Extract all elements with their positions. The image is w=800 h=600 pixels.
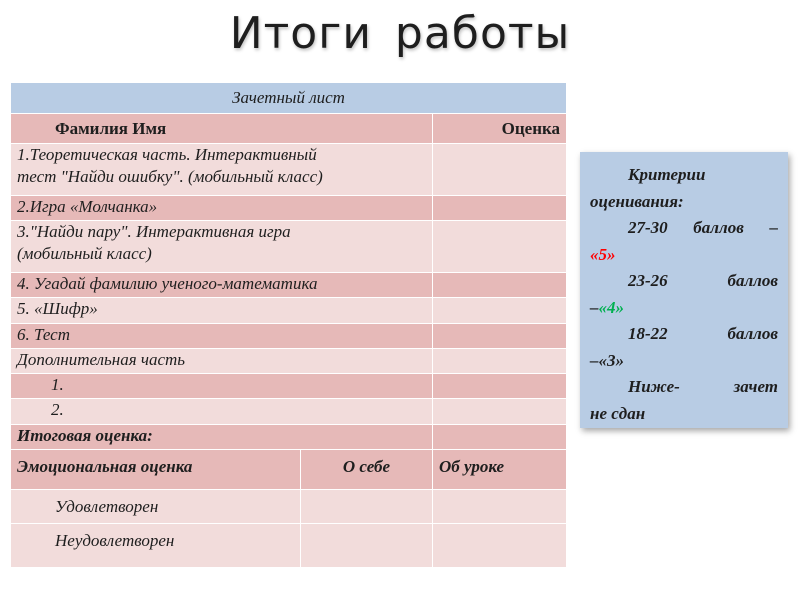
criteria-grade-4 [590,295,778,322]
column-header-grade: Оценка [433,114,567,144]
criteria-range-3: 18-22 баллов [628,324,778,343]
grade-cell[interactable] [433,196,567,221]
table-row [11,399,567,425]
satisfied-self-cell[interactable] [301,490,433,524]
table-row [11,196,567,221]
task-text: тест "Найди ошибку". (мобильный класс) [17,167,323,186]
emotion-row [11,524,567,568]
task-text: 3."Найди пару". Интерактивная игра [17,222,291,241]
table-row [11,374,567,399]
grade-3-label: «3» [598,350,624,370]
grade-cell[interactable] [433,324,567,349]
task-cell: 5. «Шифр» [11,298,433,324]
satisfied-label: Удовлетворен [11,490,301,524]
dash: – [590,297,599,317]
criteria-fail-1: Ниже- зачет [628,377,778,396]
task-cell [11,144,433,196]
table-row [11,144,567,196]
table-row [11,349,567,374]
task-text: (мобильный класс) [17,244,152,263]
total-row [11,425,567,450]
table-row [11,221,567,273]
criteria-heading-2: оценивания: [590,191,684,211]
grade-cell[interactable] [433,349,567,374]
grade-cell[interactable] [433,221,567,273]
unsatisfied-self-cell[interactable] [301,524,433,568]
table-header-row [11,114,567,144]
criteria-grade-3 [590,348,778,375]
task-cell: 2.Игра «Молчанка» [11,196,433,221]
criteria-box [580,152,788,428]
table-row [11,324,567,349]
emotion-label: Эмоциональная оценка [11,450,301,490]
emotion-row [11,490,567,524]
grade-cell[interactable] [433,374,567,399]
grade-4-label: «4» [598,297,624,317]
grade-5-label: «5» [590,244,616,264]
task-text: 1.Теоретическая часть. Интерактивный [17,145,317,164]
about-self-header: О себе [301,450,433,490]
total-label: Итоговая оценка: [11,425,433,450]
task-cell: 1. [11,374,433,399]
criteria-fail-2: не сдан [590,403,646,423]
page-title: Итоги работы [229,8,571,59]
criteria-grade-5 [590,242,778,269]
task-cell: Дополнительная часть [11,349,433,374]
criteria-range-5: 27-30 баллов – [628,218,778,237]
emotion-header-row [11,450,567,490]
about-lesson-header: Об уроке [433,450,567,490]
dash: – [590,350,599,370]
task-cell [11,221,433,273]
task-cell: 6. Тест [11,324,433,349]
task-cell: 4. Угадай фамилию ученого-математика [11,273,433,298]
column-header-name: Фамилия Имя [11,114,433,144]
unsatisfied-label: Неудовлетворен [11,524,301,568]
grade-cell[interactable] [433,399,567,425]
grade-cell[interactable] [433,298,567,324]
satisfied-lesson-cell[interactable] [433,490,567,524]
table-row [11,273,567,298]
table-row [11,298,567,324]
criteria-range-4: 23-26 баллов [628,271,778,290]
table-caption-row [11,83,567,114]
criteria-heading-1: Критерии [628,165,706,184]
task-cell: 2. [11,399,433,425]
grade-cell[interactable] [433,273,567,298]
total-grade-cell[interactable] [433,425,567,450]
grade-cell[interactable] [433,144,567,196]
score-sheet-table [10,82,567,568]
unsatisfied-lesson-cell[interactable] [433,524,567,568]
sheet-caption: Зачетный лист [11,83,567,114]
